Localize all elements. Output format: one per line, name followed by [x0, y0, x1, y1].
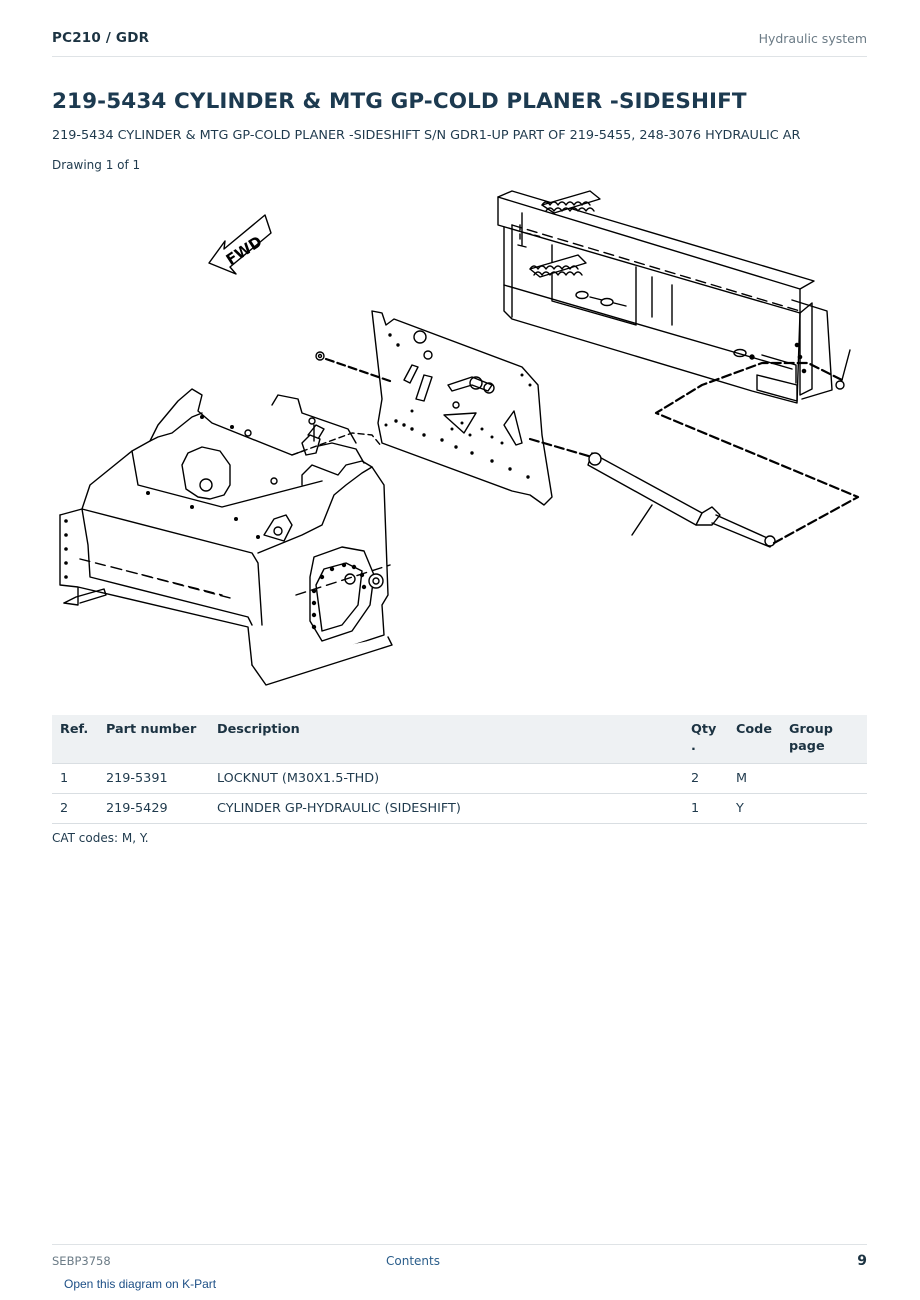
cat-codes-note: CAT codes: M, Y. [52, 831, 149, 845]
page-subtitle: 219-5434 CYLINDER & MTG GP-COLD PLANER -SIDESHIFT S/N GDR1-UP PART OF 219-5455, 248-3076 HYDRAULIC AR [52, 128, 801, 143]
cell-qty: 2 [683, 764, 728, 794]
page-title: 219-5434 CYLINDER & MTG GP-COLD PLANER -SIDESHIFT [52, 89, 747, 114]
col-header-qty: Qty . [683, 715, 728, 764]
planer-housing [60, 389, 392, 685]
page-footer [52, 1244, 867, 1275]
col-header-code: Code [728, 715, 781, 764]
kpart-link[interactable]: Open this diagram on K-Part [64, 1277, 217, 1291]
document-id: SEBP3758 [52, 1254, 111, 1268]
table-header-row [52, 715, 867, 764]
section-label: Hydraulic system [758, 31, 867, 46]
cell-description: CYLINDER GP-HYDRAULIC (SIDESHIFT) [209, 794, 683, 824]
locknut-right [836, 350, 850, 389]
cell-ref: 2 [52, 794, 98, 824]
cell-part-number: 219-5391 [98, 764, 209, 794]
page-number: 9 [857, 1253, 867, 1269]
col-header-group-page: Group page [781, 715, 867, 764]
cell-group-page [781, 794, 867, 824]
mounting-plate [372, 311, 552, 505]
col-header-description: Description [209, 715, 683, 764]
contents-link[interactable]: Contents [386, 1254, 440, 1268]
parts-diagram [52, 185, 868, 690]
cell-group-page [781, 764, 867, 794]
rear-frame [498, 191, 832, 403]
cell-part-number: 219-5429 [98, 794, 209, 824]
cell-description: LOCKNUT (M30X1.5-THD) [209, 764, 683, 794]
col-header-part-number: Part number [98, 715, 209, 764]
fwd-arrow-icon [209, 215, 271, 274]
parts-table [52, 715, 867, 824]
table-row [52, 764, 867, 794]
fwd-arrow-label: FWD [222, 232, 266, 269]
drawing-count-label: Drawing 1 of 1 [52, 158, 141, 172]
page-header [52, 28, 867, 57]
col-header-ref: Ref. [52, 715, 98, 764]
cell-qty: 1 [683, 794, 728, 824]
model-label: PC210 / GDR [52, 30, 150, 46]
cell-code: Y [728, 794, 781, 824]
cell-code: M [728, 764, 781, 794]
cell-ref: 1 [52, 764, 98, 794]
table-row [52, 794, 867, 824]
